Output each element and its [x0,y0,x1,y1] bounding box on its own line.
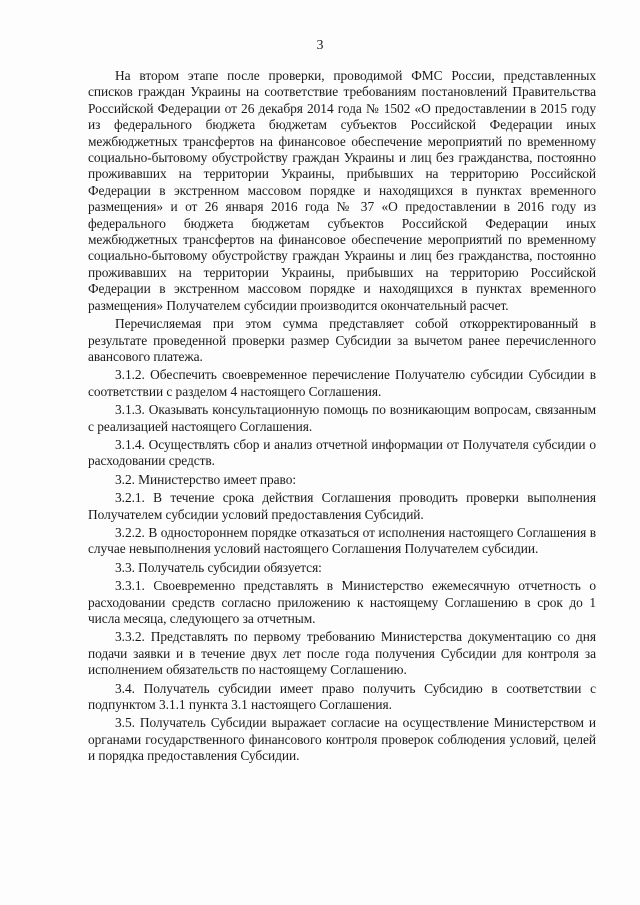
paragraph-3-4: 3.4. Получатель субсидии имеет право получить Субсидию в соответствии с подпунктом 3.1.1 пункта 3.1 настоящего Соглашения. [88,680,596,713]
document-body [88,68,596,767]
paragraph-3-2-2: 3.2.2. В одностороннем порядке отказаться от исполнения настоящего Соглашения в случае невыполнения условий настоящего Соглашения Получателем субсидии. [88,524,596,557]
paragraph-3-1-4: 3.1.4. Осуществлять сбор и анализ отчетной информации от Получателя субсидии о расходовании средств. [88,436,596,469]
paragraph-3-3-1: 3.3.1. Своевременно представлять в Министерство ежемесячную отчетность о расходовании средств согласно приложению к настоящему Соглашению в срок до 1 числа месяца, следующего за отчетным. [88,578,596,626]
paragraph-3-3-2: 3.3.2. Представлять по первому требованию Министерства документацию со дня подачи заявки и в течение двух лет после года получения Субсидии для контроля за исполнением обязательств по настоящему Соглашению. [88,629,596,678]
paragraph-stage-two-settlement: На втором этапе после проверки, проводимой ФМС России, представленных списков граждан Украины на соответствие требованиям постановлений Правительства Российской Федерации от 26 декабря 2014 года № 1502 «О предоставлении в 2015 году из федерального бюджета бюджетам субъектов Российской Федерации иных межбюджетных трансфертов на финансовое обеспечение мероприятий по временному социально-бытовому обустройству граждан Украины и лиц без гражданства, постоянно проживавших на территории Украины, прибывших на территорию Российской Федерации в экстренном массовом порядке и находящихся в пунктах временного размещения» и от 26 января 2016 года № 37 «О предоставлении в 2016 году из федерального бюджета бюджетам субъектов Российской Федерации иных межбюджетных трансфертов на финансовое обеспечение мероприятий по временному социально-бытовому обустройству граждан Украины и лиц без гражданства, постоянно проживавших на территории Украины, прибывших на территорию Российской Федерации в экстренном массовом порядке и находящихся в пунктах временного размещения» Получателем субсидии производится окончательный расчет. [88,68,596,313]
paragraph-adjusted-amount: Перечисляемая при этом сумма представляет собой откорректированный в результате проведенной проверки размер Субсидии за вычетом ранее перечисленного авансового платежа. [88,316,596,364]
paragraph-3-1-2: 3.1.2. Обеспечить своевременное перечисление Получателю субсидии Субсидии в соответствии с разделом 4 настоящего Соглашения. [88,367,596,399]
paragraph-3-3: 3.3. Получатель субсидии обязуется: [115,559,322,575]
paragraph-3-2-1: 3.2.1. В течение срока действия Соглашения проводить проверки выполнения Получателем субсидии условий предоставления Субсидий. [88,490,596,522]
paragraph-3-2: 3.2. Министерство имеет право: [115,471,297,487]
paragraph-3-5: 3.5. Получатель Субсидии выражает согласие на осуществление Министерством и органами государственного финансового контроля проверок соблюдения условий, целей и порядка предоставления Субсидии. [88,715,596,764]
paragraph-3-1-3: 3.1.3. Оказывать консультационную помощь по возникающим вопросам, связанным с реализацией настоящего Соглашения. [88,402,596,434]
page-number: 3 [316,38,324,53]
